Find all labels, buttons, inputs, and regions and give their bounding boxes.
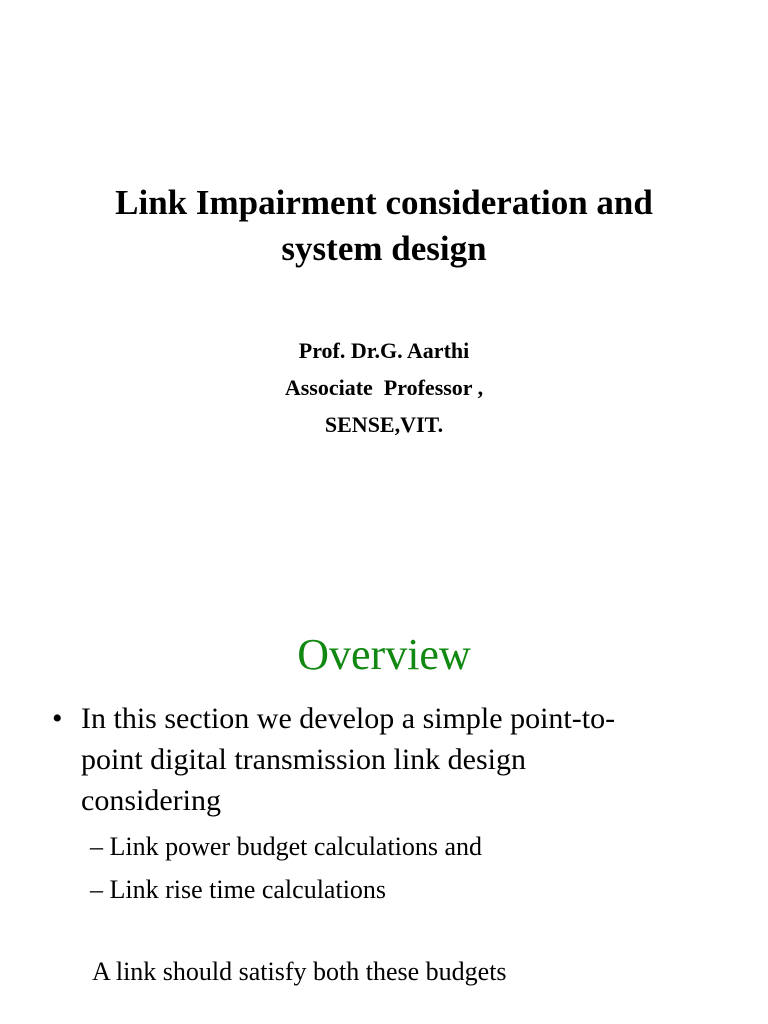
bullet-text xyxy=(81,698,712,821)
sub-list-item-power-budget: – Link power budget calculations and xyxy=(90,832,483,861)
bullet-text-line-3: considering xyxy=(81,784,221,817)
bullet-text-line-2: point digital transmission link design xyxy=(81,743,526,776)
sub-list-item-rise-time: – Link rise time calculations xyxy=(90,875,387,904)
slide-title-line-1: Link Impairment consideration and xyxy=(115,183,653,222)
overview-slide xyxy=(0,512,768,1024)
bullet-text-line-1: In this section we develop a simple point-to- xyxy=(81,702,616,735)
conclusion-text: A link should satisfy both these budgets xyxy=(92,957,507,986)
overview-heading: Overview xyxy=(297,630,471,679)
author-name: Prof. Dr.G. Aarthi xyxy=(298,338,470,363)
slide-title-line-2: system design xyxy=(281,229,487,268)
bullet-item xyxy=(52,698,712,821)
bullet-symbol: • xyxy=(52,702,63,735)
author-block xyxy=(0,332,768,443)
author-role: Associate Professor , xyxy=(284,375,484,400)
author-affiliation: SENSE,VIT. xyxy=(324,412,444,437)
slide-title xyxy=(60,180,708,272)
sub-list xyxy=(90,825,690,911)
